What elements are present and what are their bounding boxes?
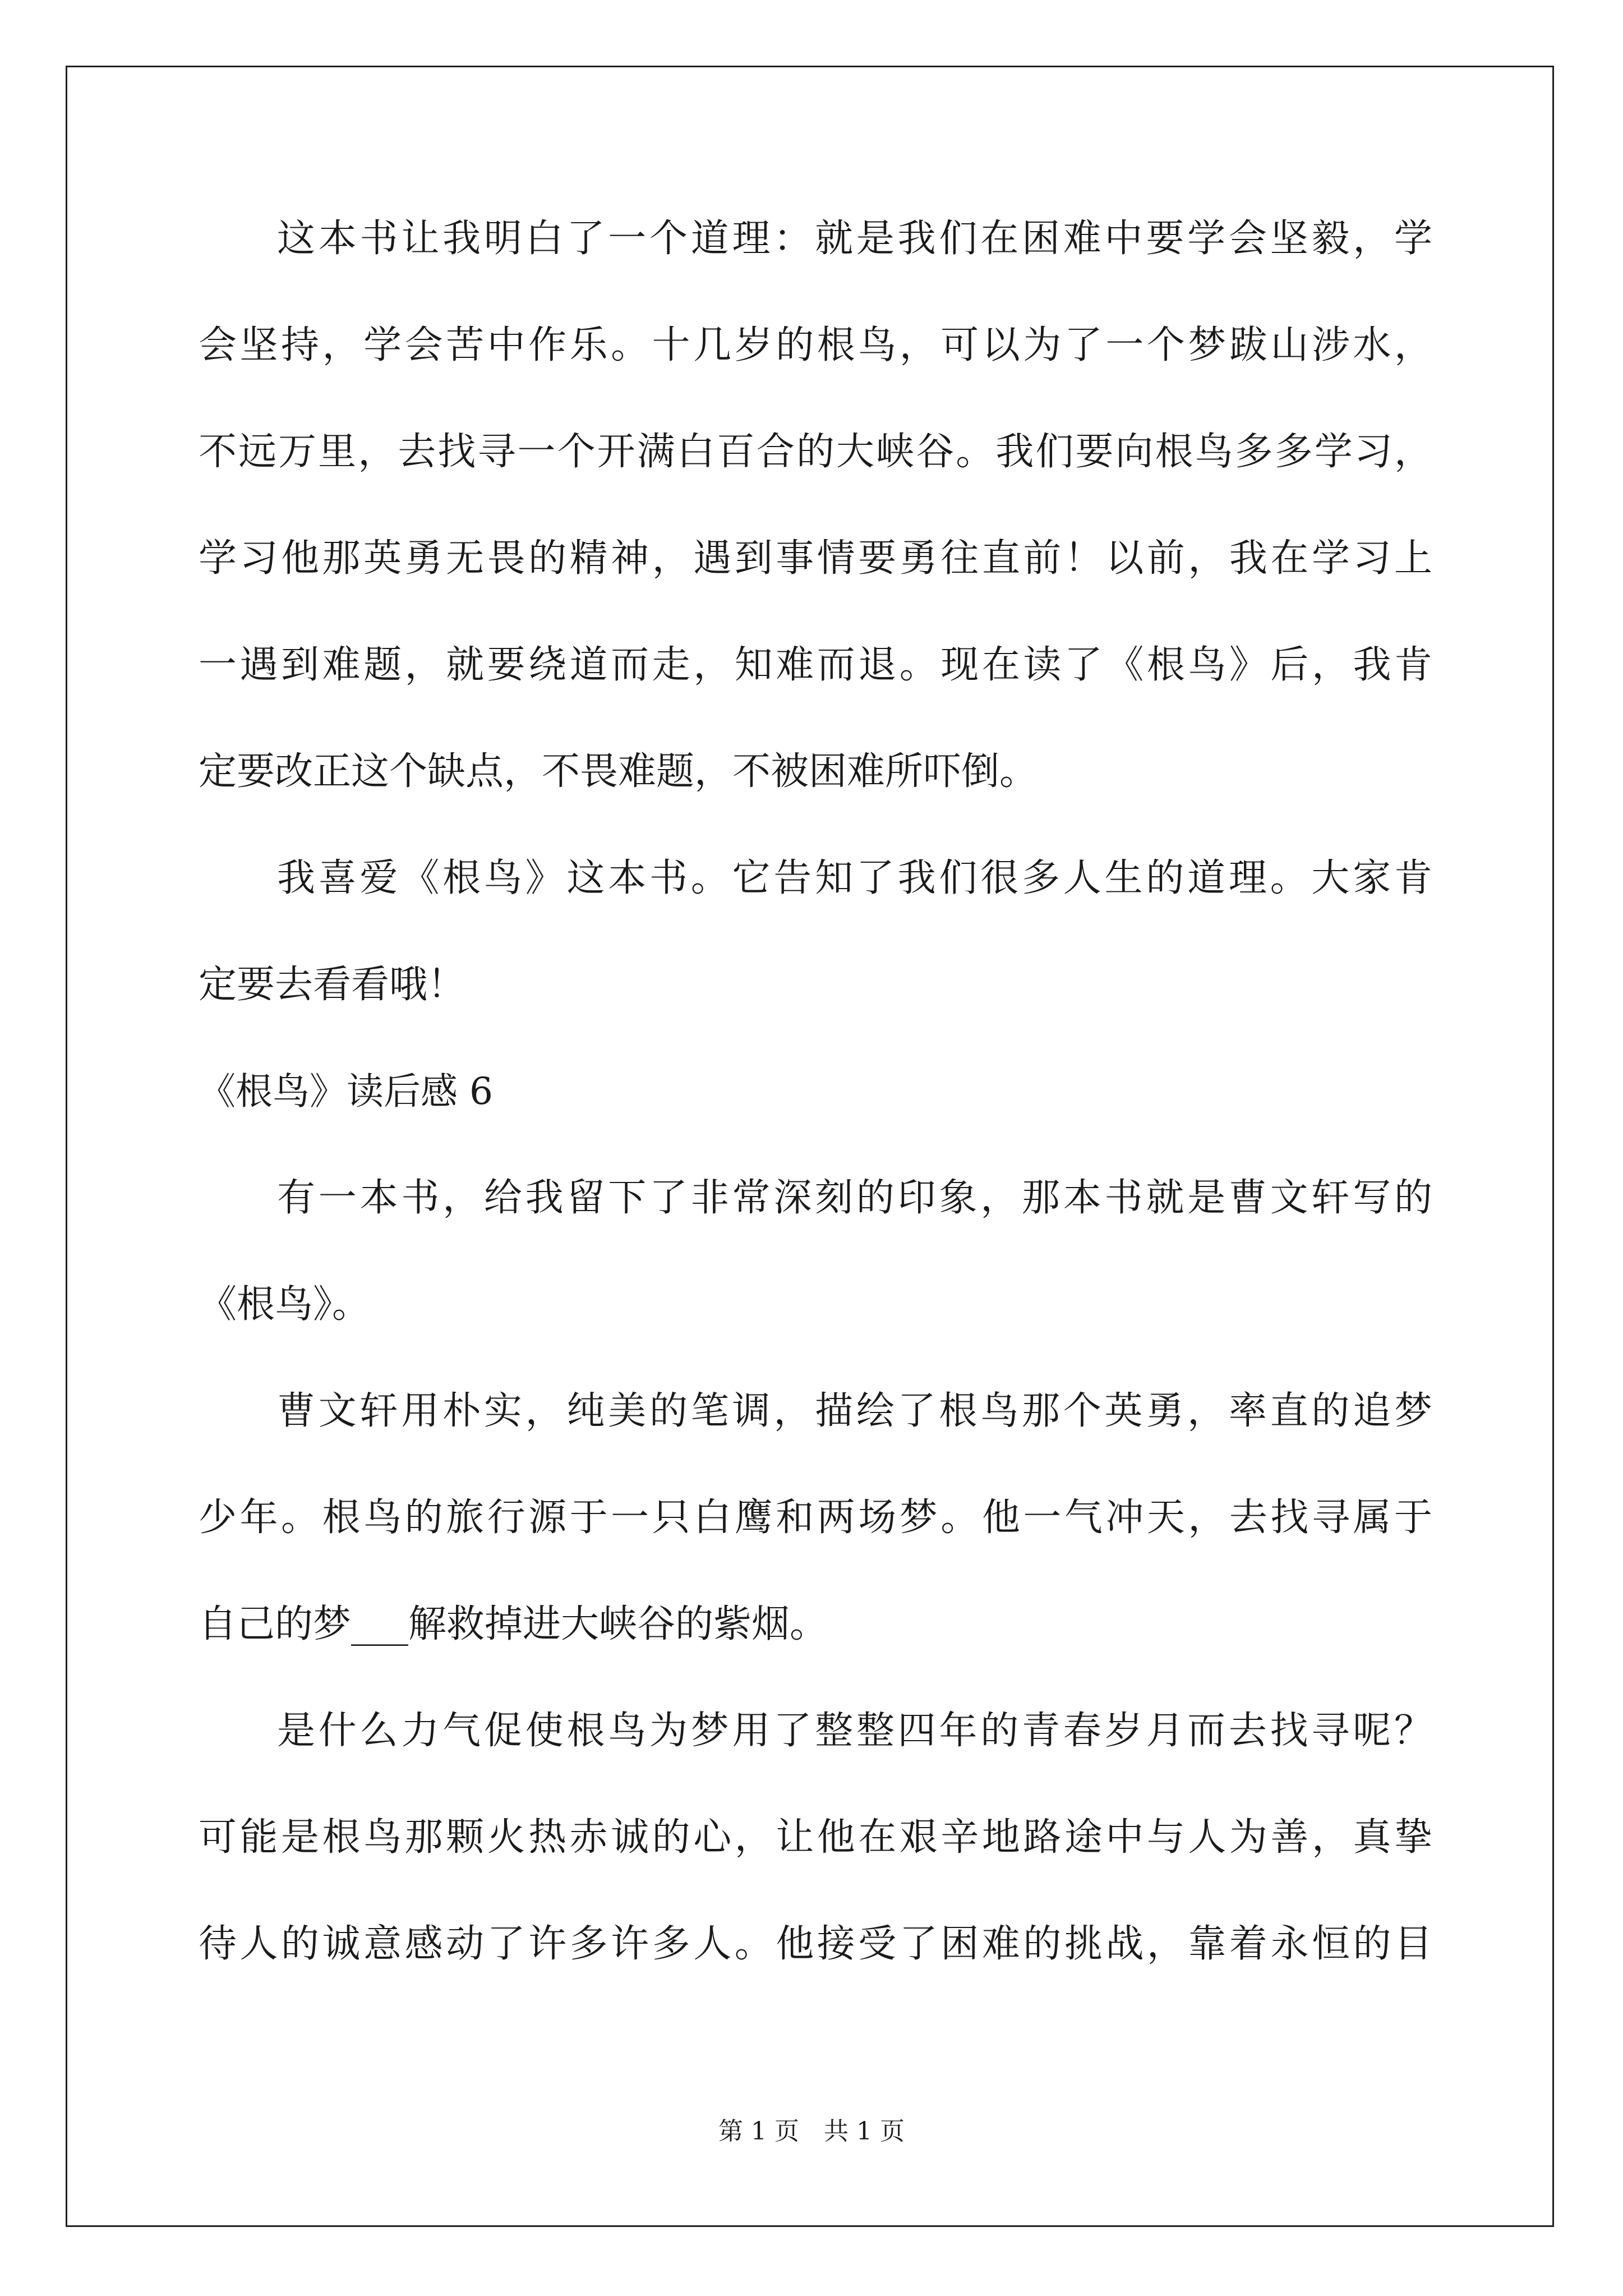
paragraph-line: 是什么力气促使根鸟为梦用了整整四年的青春岁月而去找寻呢？ xyxy=(277,1709,1432,1753)
paragraph-line: 《根鸟》。 xyxy=(199,1282,371,1327)
paragraph-line: 有一本书，给我留下了非常深刻的印象，那本书就是曹文轩写的 xyxy=(277,1176,1432,1220)
page-footer: 第 1 页 共 1 页 xyxy=(718,2117,905,2146)
paragraph-line: 这本书让我明白了一个道理：就是我们在困难中要学会坚毅，学 xyxy=(277,217,1432,261)
document-body xyxy=(199,213,1432,2025)
paragraph-line: 少年。根鸟的旅行源于一只白鹰和两场梦。他一气冲天，去找寻属于 xyxy=(199,1496,1432,1540)
paragraph-line: 一遇到难题，就要绕道而走，知难而退。现在读了《根鸟》后，我肯 xyxy=(199,643,1432,687)
paragraph-line: 待人的诚意感动了许多许多人。他接受了困难的挑战，靠着永恒的目 xyxy=(199,1922,1432,1966)
paragraph-line: 曹文轩用朴实，纯美的笔调，描绘了根鸟那个英勇，率直的追梦 xyxy=(277,1389,1432,1433)
paragraph-line: 定要去看看哦！ xyxy=(199,963,466,1007)
paragraph-line: 可能是根鸟那颗火热赤诚的心，让他在艰辛地路途中与人为善，真挚 xyxy=(199,1815,1432,1860)
paragraph-line: 学习他那英勇无畏的精神，遇到事情要勇往直前！以前，我在学习上 xyxy=(199,536,1432,581)
section-heading: 《根鸟》读后感 6 xyxy=(199,1070,493,1113)
paragraph-line: 我喜爱《根鸟》这本书。它告知了我们很多人生的道理。大家肯 xyxy=(277,856,1432,900)
paragraph-line: 不远万里，去找寻一个开满白百合的大峡谷。我们要向根鸟多多学习， xyxy=(199,430,1432,474)
paragraph-line: 会坚持，学会苦中作乐。十几岁的根鸟，可以为了一个梦跋山涉水， xyxy=(199,323,1432,367)
paragraph-line: 自己的梦___解救掉进大峡谷的紫烟。 xyxy=(199,1602,828,1646)
paragraph-line: 定要改正这个缺点，不畏难题，不被困难所吓倒。 xyxy=(199,749,1038,794)
